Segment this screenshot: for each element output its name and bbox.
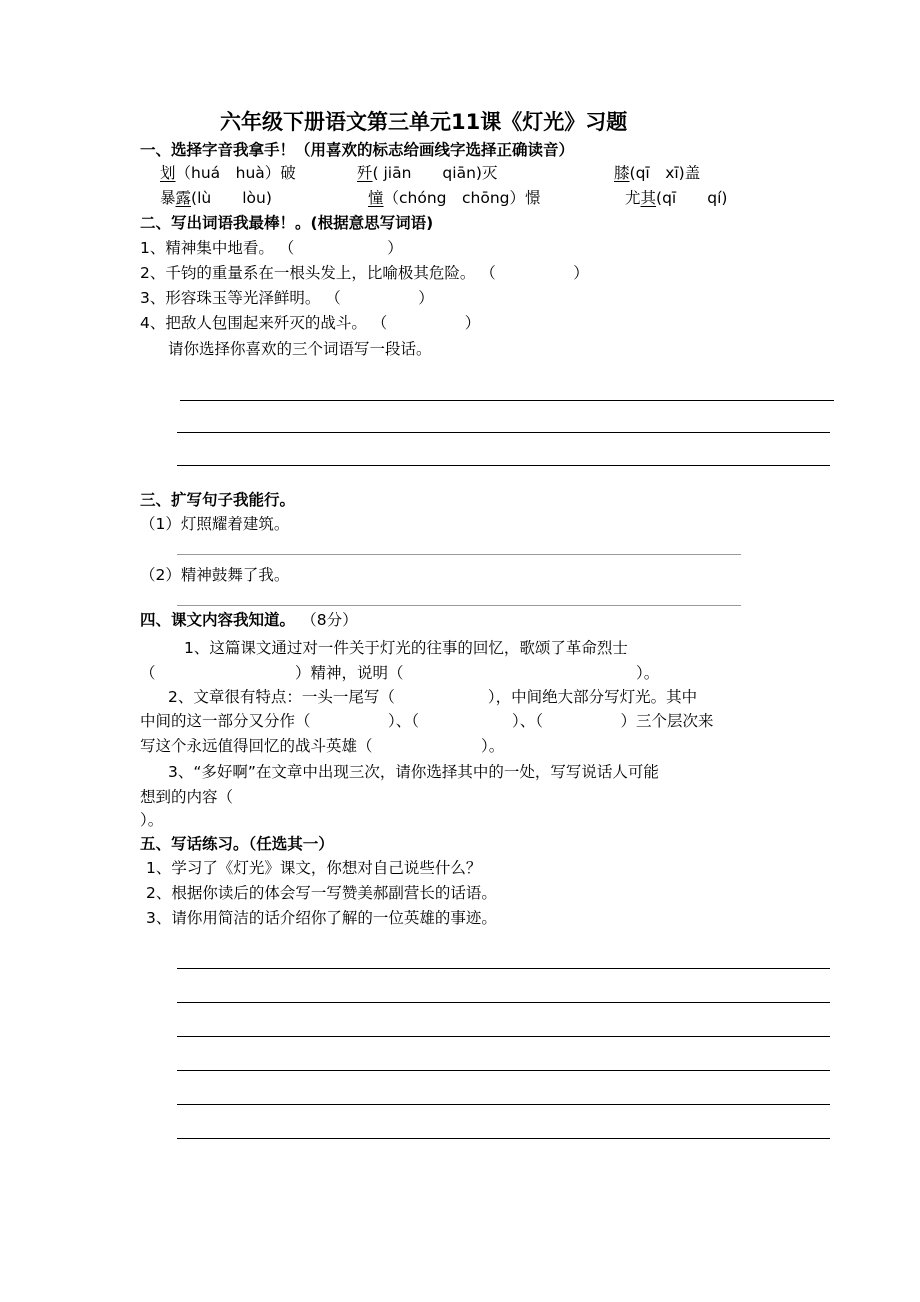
pinyin-item-3[interactable] bbox=[614, 163, 700, 183]
pinyin-item-5[interactable] bbox=[368, 188, 541, 208]
pinyin-options: ( jiān qiān)灭 bbox=[372, 164, 498, 182]
content-question-3-line-2: 想到的内容（ bbox=[140, 788, 234, 806]
content-question-3-line-1: 3、“多好啊”在文章中出现三次，请你选择其中的一处，写写说话人可能 bbox=[168, 763, 659, 781]
underlined-char: 划 bbox=[160, 164, 176, 182]
writing-option-1: 1、学习了《灯光》课文，你想对自己说些什么？ bbox=[146, 859, 482, 877]
answer-line[interactable] bbox=[177, 1036, 830, 1037]
answer-line[interactable] bbox=[177, 1138, 830, 1139]
score-label: （8分） bbox=[309, 611, 358, 629]
content-question-2-line-2: 中间的这一部分又分作（ ）、（ ）、（ ）三个层次来 bbox=[140, 712, 714, 730]
answer-line[interactable] bbox=[177, 432, 830, 433]
writing-option-2: 2、根据你读后的体会写一写赞美郝副营长的话语。 bbox=[146, 884, 497, 902]
section-2-heading: 二、写出词语我最棒！。(根据意思写词语) bbox=[140, 214, 434, 232]
answer-line[interactable] bbox=[177, 968, 830, 969]
pinyin-item-4[interactable] bbox=[160, 188, 272, 208]
expand-sentence-1: （1）灯照耀着建筑。 bbox=[140, 515, 290, 533]
vocab-question-2: 2、千钧的重量系在一根头发上，比喻极其危险。 （ ） bbox=[140, 264, 589, 282]
section-5-heading: 五、写话练习。（任选其一） bbox=[140, 835, 334, 853]
pinyin-item-1[interactable] bbox=[160, 163, 296, 183]
underlined-char: 膝 bbox=[614, 164, 630, 182]
content-question-2-line-3: 写这个永远值得回忆的战斗英雄（ ）。 bbox=[140, 737, 505, 755]
section-4-heading-row bbox=[140, 610, 358, 630]
pinyin-options: (qī xī)盖 bbox=[629, 164, 701, 182]
underlined-char: 歼 bbox=[357, 164, 373, 182]
underlined-char: 露 bbox=[175, 189, 192, 207]
answer-line[interactable] bbox=[177, 554, 741, 555]
underlined-char: 其 bbox=[640, 189, 657, 207]
answer-line[interactable] bbox=[177, 465, 830, 466]
pinyin-options: （huá huà）破 bbox=[175, 164, 296, 182]
vocab-question-4: 4、把敌人包围起来歼灭的战斗。 （ ） bbox=[140, 314, 481, 332]
writing-option-3: 3、请你用简洁的话介绍你了解的一位英雄的事迹。 bbox=[146, 909, 497, 927]
answer-line[interactable] bbox=[177, 1002, 830, 1003]
content-question-3-line-3: ）。 bbox=[140, 811, 164, 829]
vocab-question-1: 1、精神集中地看。 （ ） bbox=[140, 239, 403, 257]
vocab-question-3: 3、形容珠玉等光泽鲜明。 （ ） bbox=[140, 289, 434, 307]
paragraph-prompt: 请你选择你喜欢的三个词语写一段话。 bbox=[168, 340, 432, 358]
plain-char: 暴 bbox=[160, 189, 176, 207]
page-title: 六年级下册语文第三单元11课《灯光》习题 bbox=[220, 110, 628, 134]
answer-line[interactable] bbox=[177, 605, 741, 606]
section-3-heading: 三、扩写句子我能行。 bbox=[140, 491, 296, 509]
answer-line[interactable] bbox=[180, 400, 834, 401]
answer-line[interactable] bbox=[177, 1070, 830, 1071]
pinyin-item-2[interactable] bbox=[357, 163, 497, 183]
pinyin-options: (lù lòu) bbox=[191, 189, 272, 207]
content-question-2-line-1: 2、文章很有特点：一头一尾写（ ），中间绝大部分写灯光。其中 bbox=[168, 688, 698, 706]
plain-char: 尤 bbox=[625, 189, 641, 207]
expand-sentence-2: （2）精神鼓舞了我。 bbox=[140, 566, 290, 584]
pinyin-options: (qī qí) bbox=[656, 189, 728, 207]
underlined-char: 憧 bbox=[368, 189, 384, 207]
pinyin-item-6[interactable] bbox=[625, 188, 727, 208]
section-1-heading: 一、选择字音我拿手！（用喜欢的标志给画线字选择正确读音） bbox=[140, 141, 575, 159]
content-question-1-line-2: （ ）精神，说明（ ）。 bbox=[140, 664, 660, 682]
section-4-heading: 四、课文内容我知道。 bbox=[140, 611, 296, 629]
pinyin-options: （chóng chōng）憬 bbox=[383, 189, 541, 207]
answer-line[interactable] bbox=[177, 1104, 830, 1105]
content-question-1-line-1: 1、这篇课文通过对一件关于灯光的往事的回忆，歌颂了革命烈士 bbox=[184, 639, 628, 657]
